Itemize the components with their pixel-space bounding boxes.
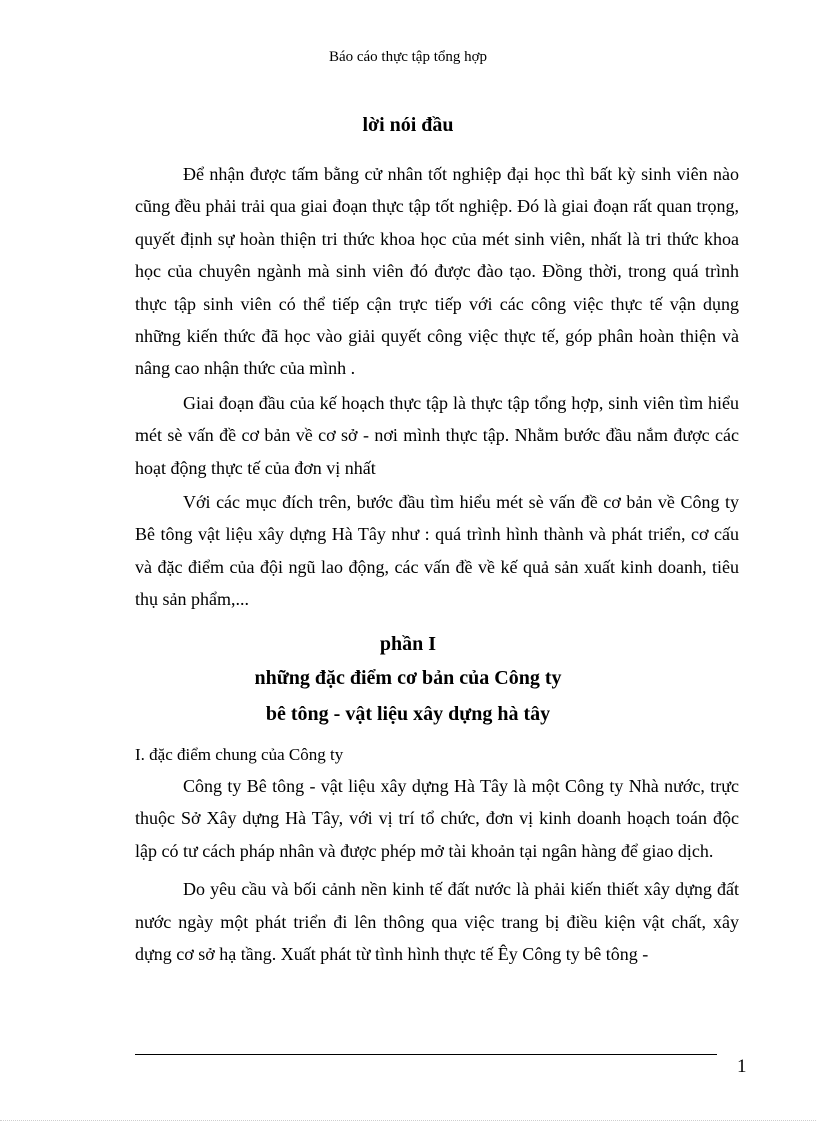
footer-divider: [135, 1054, 717, 1055]
preface-paragraph: Giai đoạn đầu của kế hoạch thực tập là thực tập tổng hợp, sinh viên tìm hiểu mét sè vấn đề cơ bản về cơ sở - nơi mình thực tập. Nhằm bước đầu nắm được các hoạt động thực tế của đơn vị nhất: [135, 392, 739, 478]
preface-paragraph: Với các mục đích trên, bước đầu tìm hiểu mét sè vấn đề cơ bản về Công ty Bê tông vật liệu xây dựng Hà Tây như : quá trình hình thành và phát triển, cơ cấu và đặc điểm của đội ngũ lao động, các vấn đề về kế quả sản xuất kinh doanh, tiêu thụ sản phẩm,...: [135, 492, 739, 610]
page-edge-divider: [0, 1120, 816, 1121]
part-title-line-2: bê tông - vật liệu xây dựng hà tây: [265, 703, 551, 725]
section-paragraph: Công ty Bê tông - vật liệu xây dựng Hà Tây là một Công ty Nhà nước, trực thuộc Sở Xây dựng Hà Tây, với vị trí tổ chức, đơn vị kinh doanh hoạch toán độc lập có tư cách pháp nhân và được phép mở tài khoản tại ngân hàng để giao dịch.: [135, 776, 739, 861]
preface-body: [135, 158, 739, 616]
section-title: I. đặc điểm chung của Công ty: [135, 745, 344, 764]
page-number: 1: [737, 1056, 747, 1077]
running-header: Báo cáo thực tập tổng hợp: [328, 49, 488, 65]
section-body: [135, 770, 739, 970]
part-number-heading: phần I: [379, 633, 437, 655]
section-paragraph: Do yêu cầu và bối cảnh nền kinh tế đất nước là phải kiến thiết xây dựng đất nước ngày một phát triển đi lên thông qua việc trang bị điều kiện vật chất, xây dựng cơ sở hạ tầng. Xuất phát từ tình hình thực tế Êy Công ty bê tông -: [135, 879, 739, 965]
preface-title: lời nói đầu: [362, 114, 454, 136]
part-title-line-1: những đặc điểm cơ bản của Công ty: [254, 667, 562, 689]
preface-paragraph: Để nhận được tấm bằng cử nhân tốt nghiệp đại học thì bất kỳ sinh viên nào cũng đều phải trải qua giai đoạn thực tập tốt nghiệp. Đó là giai đoạn rất quan trọng, quyết định sự hoàn thiện tri thức khoa học của mét sinh viên, nhất là tri thức khoa học của chuyên ngành mà sinh viên đó được đào tạo. Đồng thời, trong quá trình thực tập sinh viên có thể tiếp cận trực tiếp với các công việc thực tế vận dụng những kiến thức đã học vào giải quyết công việc thực tế, góp phân hoàn thiện và nâng cao nhận thức của mình .: [135, 164, 739, 379]
